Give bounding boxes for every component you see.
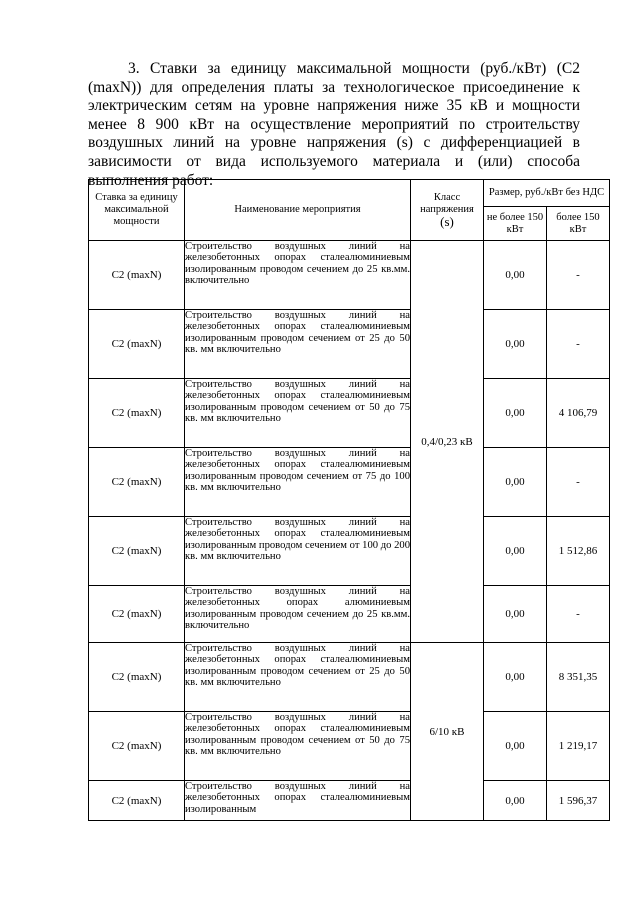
value-up-to-150: 0,00	[484, 781, 547, 821]
activity-cell: Строительство воздушных линий на железобетонных опорах сталеалюминиевым изолированным проводом сечением от 25 до 50 кв. мм включительно	[185, 643, 411, 712]
value-up-to-150: 0,00	[484, 517, 547, 586]
table-row	[89, 517, 610, 586]
activity-cell: Строительство воздушных линий на железобетонных опорах сталеалюминиевым изолированным проводом сечением от 25 до 50 кв. мм включительно	[185, 310, 411, 379]
table-row	[89, 379, 610, 448]
value-up-to-150: 0,00	[484, 712, 547, 781]
rate-cell: С2 (maxN)	[89, 781, 185, 821]
intro-paragraph: 3. Ставки за единицу максимальной мощности (руб./кВт) (С2 (maxN)) для определения платы за технологическое присоединение к электрическим сетям на уровне напряжения ниже 35 кВ и мощности менее 8 900 кВт на осуществление мероприятий по строительству воздушных линий на уровне напряжения (s) с дифференциацией в зависимости от вида используемого материала и (или) способа выполнения работ:	[88, 60, 580, 189]
rate-cell: С2 (maxN)	[89, 310, 185, 379]
activity-cell: Строительство воздушных линий на железобетонных опорах сталеалюминиевым изолированным проводом сечением от 50 до 75 кв. мм включительно	[185, 712, 411, 781]
header-rate: Ставка за единицу максимальной мощности	[89, 180, 185, 241]
value-over-150: -	[547, 448, 610, 517]
table-header-row	[89, 180, 610, 207]
value-up-to-150: 0,00	[484, 643, 547, 712]
value-over-150: -	[547, 586, 610, 643]
rate-cell: С2 (maxN)	[89, 586, 185, 643]
header-over-150: более 150 кВт	[547, 207, 610, 241]
rate-cell: С2 (maxN)	[89, 379, 185, 448]
header-up-to-150: не более 150 кВт	[484, 207, 547, 241]
activity-cell: Строительство воздушных линий на железобетонных опорах сталеалюминиевым изолированным	[185, 781, 411, 821]
value-up-to-150: 0,00	[484, 241, 547, 310]
header-voltage-class-label: Класс напряжения	[420, 192, 474, 215]
value-up-to-150: 0,00	[484, 586, 547, 643]
activity-cell: Строительство воздушных линий на железобетонных опорах сталеалюминиевым изолированным проводом сечением от 100 до 200 кв. мм включительно	[185, 517, 411, 586]
voltage-class-cell: 6/10 кВ	[411, 643, 484, 821]
value-over-150: 1 219,17	[547, 712, 610, 781]
table-row	[89, 241, 610, 310]
rate-cell: С2 (maxN)	[89, 517, 185, 586]
value-over-150: -	[547, 310, 610, 379]
value-up-to-150: 0,00	[484, 310, 547, 379]
table-row	[89, 448, 610, 517]
value-up-to-150: 0,00	[484, 448, 547, 517]
rate-cell: С2 (maxN)	[89, 448, 185, 517]
value-over-150: 8 351,35	[547, 643, 610, 712]
rate-cell: С2 (maxN)	[89, 643, 185, 712]
rate-cell: С2 (maxN)	[89, 712, 185, 781]
value-over-150: 1 596,37	[547, 781, 610, 821]
table-row	[89, 781, 610, 821]
header-size: Размер, руб./кВт без НДС	[484, 180, 610, 207]
activity-cell: Строительство воздушных линий на железобетонных опорах сталеалюминиевым изолированным проводом сечением от 75 до 100 кв. мм включительно	[185, 448, 411, 517]
header-activity: Наименование мероприятия	[185, 180, 411, 241]
table-row	[89, 712, 610, 781]
voltage-class-cell: 0,4/0,23 кВ	[411, 241, 484, 643]
value-over-150: 1 512,86	[547, 517, 610, 586]
value-over-150: -	[547, 241, 610, 310]
header-voltage-symbol: (s)	[440, 214, 454, 229]
rate-cell: С2 (maxN)	[89, 241, 185, 310]
header-voltage-class	[411, 180, 484, 241]
activity-cell: Строительство воздушных линий на железобетонных опорах алюминиевым изолированным проводом сечением до 25 кв.мм. включительно	[185, 586, 411, 643]
table-row	[89, 310, 610, 379]
tariff-table	[88, 179, 610, 821]
table-row	[89, 586, 610, 643]
activity-cell: Строительство воздушных линий на железобетонных опорах сталеалюминиевым изолированным проводом сечением от 50 до 75 кв. мм включительно	[185, 379, 411, 448]
value-up-to-150: 0,00	[484, 379, 547, 448]
activity-cell: Строительство воздушных линий на железобетонных опорах сталеалюминиевым изолированным проводом сечением до 25 кв.мм. включительно	[185, 241, 411, 310]
table-row	[89, 643, 610, 712]
value-over-150: 4 106,79	[547, 379, 610, 448]
